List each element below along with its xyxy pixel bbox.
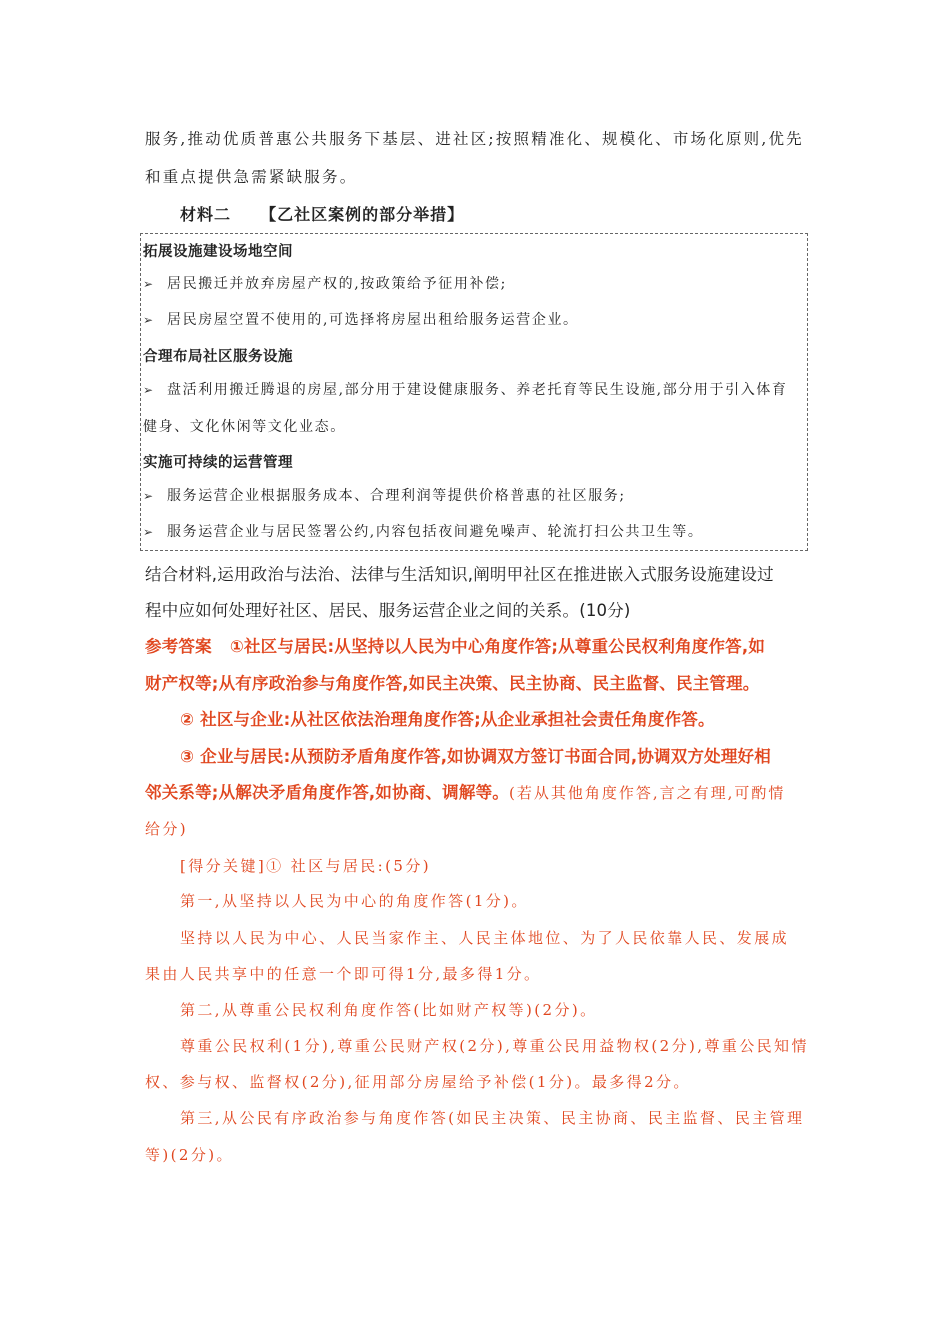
material-two-heading	[180, 202, 464, 225]
scoring-key-heading: [得分关键]① 社区与居民:(5分)	[180, 857, 431, 875]
scoring-key-line: 果由人民共享中的任意一个即可得1分,最多得1分。	[145, 965, 542, 983]
list-item: ➢ 居民房屋空置不使用的,可选择将房屋出租给服务运营企业。	[143, 312, 579, 328]
list-item: ➢ 居民搬迁并放弃房屋产权的,按政策给予征用补偿;	[143, 276, 507, 292]
list-item-continuation: 健身、文化休闲等文化业态。	[143, 419, 346, 435]
answer-paragraph-3-end: 给分)	[145, 820, 189, 838]
answer-note: (若从其他角度作答,言之有理,可酌情	[508, 784, 786, 802]
question-line-1: 结合材料,运用政治与法治、法律与生活知识,阐明甲社区在推进嵌入式服务设施建设过	[145, 565, 774, 584]
intro-line-2: 和重点提供急需紧缺服务。	[145, 168, 358, 186]
section-heading-layout: 合理布局社区服务设施	[143, 349, 293, 365]
scoring-key-line: 第三,从公民有序政治参与角度作答(如民主决策、民主协商、民主监督、民主管理	[180, 1109, 805, 1127]
material-two-title: 【乙社区案例的部分举措】	[260, 205, 465, 224]
answer-paragraph-3: ③ 企业与居民:从预防矛盾角度作答,如协调双方签订书面合同,协调双方处理好相	[180, 747, 771, 766]
answer-paragraph-1: 参考答案 ①社区与居民:从坚持以人民为中心角度作答;从尊重公民权利角度作答,如	[145, 637, 766, 656]
section-heading-space: 拓展设施建设场地空间	[143, 244, 293, 260]
arrow-bullet-icon: ➢	[143, 277, 155, 291]
section-heading-operation: 实施可持续的运营管理	[143, 455, 293, 471]
list-item: ➢ 服务运营企业根据服务成本、合理利润等提供价格普惠的社区服务;	[143, 488, 626, 504]
material-two-label: 材料二	[180, 205, 232, 224]
intro-line-1: 服务,推动优质普惠公共服务下基层、进社区;按照精准化、规模化、市场化原则,优先	[145, 130, 804, 148]
arrow-bullet-icon: ➢	[143, 383, 155, 397]
answer-paragraph-2: ② 社区与企业:从社区依法治理角度作答;从企业承担社会责任角度作答。	[180, 710, 715, 729]
case-measures-box	[140, 233, 808, 551]
list-item: ➢ 服务运营企业与居民签署公约,内容包括夜间避免噪声、轮流打扫公共卫生等。	[143, 524, 704, 540]
arrow-bullet-icon: ➢	[143, 489, 155, 503]
scoring-key-line: 第二,从尊重公民权利角度作答(比如财产权等)(2分)。	[180, 1001, 598, 1019]
scoring-key-line: 尊重公民权利(1分),尊重公民财产权(2分),尊重公民用益物权(2分),尊重公民知情	[180, 1037, 809, 1055]
answer-label: 参考答案	[145, 637, 212, 656]
scoring-key-line: 等)(2分)。	[145, 1146, 234, 1164]
scoring-key-line: 第一,从坚持以人民为中心的角度作答(1分)。	[180, 892, 529, 910]
list-item: ➢ 盘活利用搬迁腾退的房屋,部分用于建设健康服务、养老托育等民生设施,部分用于引入体育	[143, 382, 788, 398]
question-line-2: 程中应如何处理好社区、居民、服务运营企业之间的关系。(10分)	[145, 601, 631, 620]
answer-paragraph-1-cont: 财产权等;从有序政治参与角度作答,如民主决策、民主协商、民主监督、民主管理。	[145, 674, 760, 693]
arrow-bullet-icon: ➢	[143, 313, 155, 327]
scoring-key-line: 权、参与权、监督权(2分),征用部分房屋给予补偿(1分)。最多得2分。	[145, 1073, 691, 1091]
arrow-bullet-icon: ➢	[143, 525, 155, 539]
answer-paragraph-3-cont: 邻关系等;从解决矛盾角度作答,如协商、调解等。(若从其他角度作答,言之有理,可酌情	[145, 783, 786, 802]
scoring-key-line: 坚持以人民为中心、人民当家作主、人民主体地位、为了人民依靠人民、发展成	[180, 929, 790, 947]
